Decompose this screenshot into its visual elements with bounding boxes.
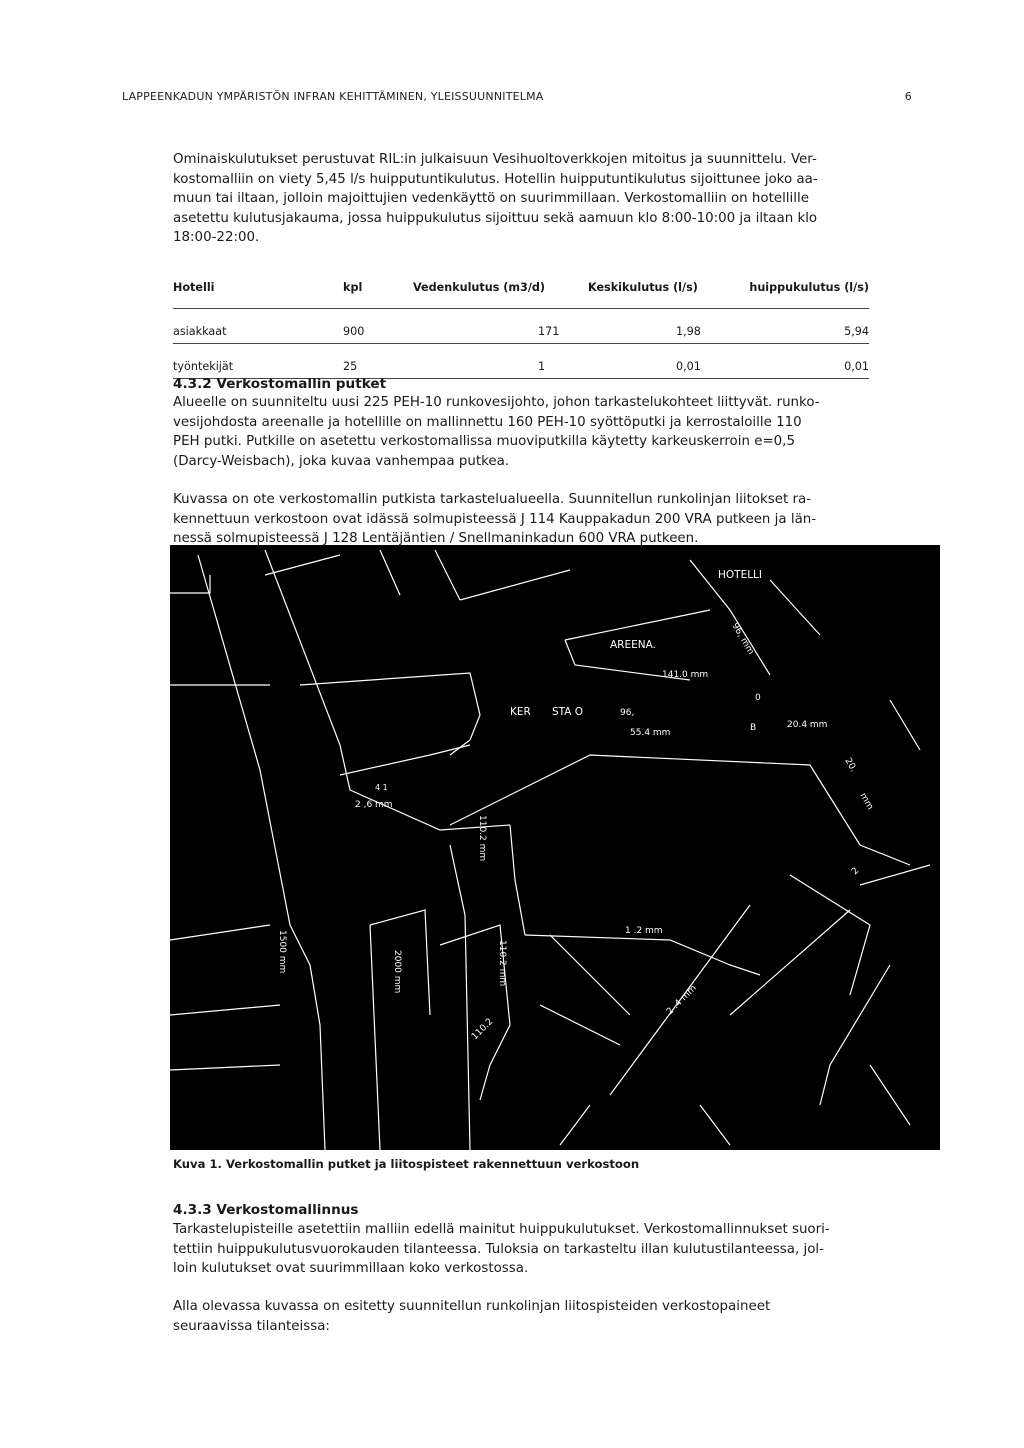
text-line: kennettuun verkostoon ovat idässä solmupisteessä J 114 Kauppakadun 200 VRA putkeen ja län- [173, 511, 817, 527]
table-cell: 0,01 [588, 344, 738, 379]
column-header: Hotelli [173, 277, 343, 309]
label-kerrostalo: KER [510, 706, 531, 718]
label-pipe-1102b: 110.2 mm [497, 940, 507, 987]
table-cell: työntekijät [173, 344, 343, 379]
text-line: Alla olevassa kuvassa on esitetty suunnitellun runkolinjan liitospisteiden verkostopaineet [173, 1299, 771, 1314]
label-pipe-12: 1 .2 mm [625, 926, 663, 936]
text-line: 18:00-22:00. [173, 230, 260, 246]
document-header [122, 90, 912, 103]
text-line: Alueelle on suunniteltu uusi 225 PEH-10 runkovesijohto, johon tarkastelukohteet liittyvät. runko- [173, 395, 820, 410]
text-line: seuraavissa tilanteissa: [173, 1318, 330, 1334]
label-node-b: B [750, 723, 757, 733]
label-pipe-1102a: 110.2 mm [477, 815, 487, 862]
text-line: vesijohdosta areenalle ja hotellille on mallinnettu 160 PEH-10 syöttöputki ja kerrostaloille 110 [173, 414, 802, 430]
label-pipe-1410: 141.0 mm [662, 670, 709, 680]
label-pipe-2000: 2000 mm [392, 950, 402, 994]
text-line: muun tai iltaan, jolloin majoittujien vedenkäyttö on suurimmillaan. Verkostomalliin on hotellille [173, 191, 809, 207]
label-areena: AREENA. [610, 639, 656, 651]
table-row [173, 344, 869, 379]
label-node-0: 0 [755, 693, 761, 703]
network-map [170, 545, 940, 1150]
table-row [173, 309, 869, 344]
label-pipe-20: 20.4 mm [787, 720, 828, 730]
text-line: Ominaiskulutukset perustuvat RIL:in julkaisuun Vesihuoltoverkkojen mitoitus ja suunnittelu. Ver- [173, 152, 817, 167]
label-hotelli: HOTELLI [718, 569, 763, 581]
consumption-table [173, 277, 869, 379]
map-labels [277, 569, 875, 1042]
table-header-row [173, 277, 869, 309]
label-pipe-96a: 96, mm [729, 621, 756, 657]
section-433-paragraph-2 [173, 1297, 893, 1336]
figure-caption: Kuva 1. Verkostomallin putket ja liitospisteet rakennettuun verkostoon [173, 1157, 640, 1171]
header-title: LAPPEENKADUN YMPÄRISTÖN INFRAN KEHITTÄMINEN, YLEISSUUNNITELMA [122, 90, 544, 103]
section-heading: 4.3.2 Verkostomallin putket [173, 376, 387, 392]
section-433-paragraph [173, 1220, 893, 1279]
text-line: loin kulutukset ovat suurimmillaan koko verkostossa. [173, 1261, 529, 1277]
table-cell: 1 [413, 344, 588, 379]
table-cell: 1,98 [588, 309, 738, 344]
intro-paragraph [173, 150, 893, 248]
text-line: nessä solmupisteessä J 128 Lentäjäntien / Snellmaninkadun 600 VRA putkeen. [173, 531, 699, 547]
table-cell: 171 [413, 309, 588, 344]
label-pipe-246: 2 ,6 mm [355, 800, 393, 810]
section-heading: 4.3.3 Verkostomallinnus [173, 1202, 359, 1218]
column-header: huippukulutus (l/s) [738, 277, 869, 309]
label-pipe-24: 2 .4 mm [665, 983, 699, 1018]
label-sta: STA O [552, 706, 584, 718]
label-pipe-mm: mm [857, 791, 875, 812]
pipe-lines [170, 550, 930, 1150]
section-432-paragraph-2 [173, 490, 893, 549]
page-number: 6 [904, 90, 912, 103]
label-pipe-96b: 96, [620, 708, 635, 718]
label-pipe-41: 4 1 [375, 783, 388, 792]
table-cell: 25 [343, 344, 413, 379]
text-line: tettiin huippukulutusvuorokauden tilanteessa. Tuloksia on tarkasteltu illan kulutustilanteessa, jol- [173, 1241, 824, 1257]
label-pipe-110: 110.2 [470, 1016, 496, 1043]
label-pipe-200: 20. [842, 756, 859, 774]
label-pipe-1500: 1500 mm [277, 930, 287, 974]
table-cell: asiakkaat [173, 309, 343, 344]
column-header: Vedenkulutus (m3/d) [413, 277, 588, 309]
table-cell: 5,94 [738, 309, 869, 344]
text-line: asetettu kulutusjakauma, jossa huippukulutus sijoittuu sekä aamuun klo 8:00-10:00 ja iltaan klo [173, 210, 818, 226]
text-line: (Darcy-Weisbach), joka kuvaa vanhempaa putkea. [173, 453, 510, 469]
section-432-paragraph [173, 393, 893, 471]
column-header: Keskikulutus (l/s) [588, 277, 738, 309]
label-pipe-2b: 2 [850, 865, 862, 878]
table-cell: 900 [343, 309, 413, 344]
text-line: Kuvassa on ote verkostomallin putkista tarkastelualueella. Suunnitellun runkolinjan liitokset ra- [173, 492, 812, 507]
table-cell: 0,01 [738, 344, 869, 379]
text-line: kostomalliin on viety 5,45 l/s huipputuntikulutus. Hotellin huipputuntikulutus sijoittunee joko aa- [173, 171, 818, 187]
label-pipe-554: 55.4 mm [630, 728, 671, 738]
text-line: PEH putki. Putkille on asetettu verkostomallissa muoviputkilla käytetty karkeuskerroin e=0,5 [173, 434, 795, 450]
column-header: kpl [343, 277, 413, 309]
text-line: Tarkastelupisteille asetettiin malliin edellä mainitut huippukulutukset. Verkostomallinnukset suori- [173, 1222, 830, 1237]
